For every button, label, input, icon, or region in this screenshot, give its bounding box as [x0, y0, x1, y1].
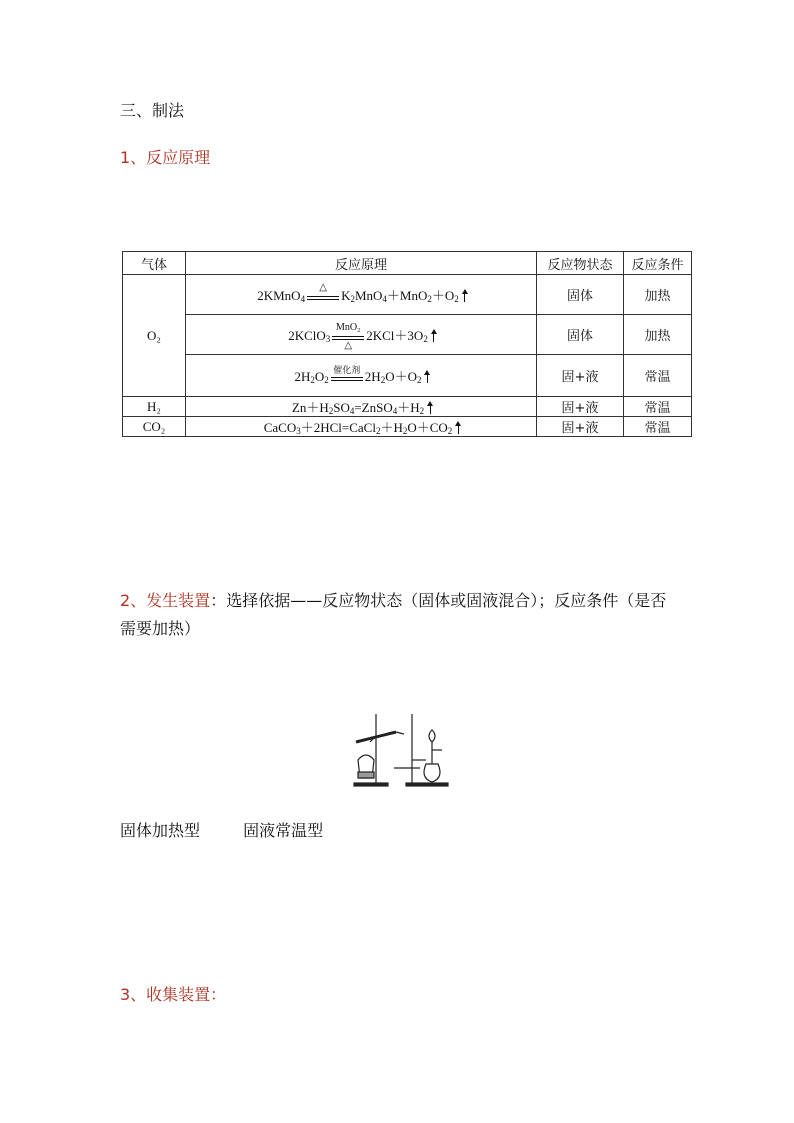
table-row: [123, 315, 692, 355]
state-cell: 固+液: [537, 397, 624, 417]
header-state: 反应物状态: [537, 252, 624, 275]
condition-cell: 加热: [624, 275, 692, 315]
section2-text: ：选择依据——反应物状态（固体或固液混合）；反应条件（是否需要加热）: [120, 591, 667, 638]
equation-kclo3: 2KClO$_3$ MnO₂ △ $2KCl+3O_2$: [186, 315, 537, 355]
header-principle: 反应原理: [186, 252, 537, 275]
catalyst-label: MnO₂: [335, 322, 361, 333]
gas-o2: O₂: [123, 275, 186, 397]
reaction-table: [122, 251, 692, 437]
table-row: [123, 355, 692, 397]
header-gas: 气体: [123, 252, 186, 275]
header-condition: 反应条件: [624, 252, 692, 275]
condition-cell: 常温: [624, 417, 692, 437]
gas-h2: H₂: [123, 397, 186, 417]
page-heading: 三、制法: [120, 101, 185, 120]
equation-caco3: $CaCO_3+2HCl=CaCl_2+H_2O+CO_2$: [186, 417, 537, 437]
table-row: [123, 275, 692, 315]
state-cell: 固体: [537, 315, 624, 355]
heat-symbol: △: [319, 282, 327, 293]
condition-cell: 常温: [624, 355, 692, 397]
table-row: [123, 397, 692, 417]
gas-co2: CO₂: [123, 417, 186, 437]
section2-label: 2、发生装置: [120, 591, 211, 610]
condition-cell: 常温: [624, 397, 692, 417]
heat-symbol: △: [344, 340, 353, 351]
catalyst-label: 催化剂: [333, 366, 361, 376]
equation-h2o2: $2H_2O_2$ 催化剂 $2H_2O+O_2$: [186, 355, 537, 397]
section-collection-apparatus: 3、收集装置：: [120, 985, 227, 1004]
section-generation-apparatus: [120, 587, 680, 643]
condition-cell: 加热: [624, 315, 692, 355]
state-cell: 固+液: [537, 417, 624, 437]
label-solid-liquid: 固液常温型: [243, 821, 324, 840]
table-row: [123, 417, 692, 437]
section-reaction-principle: 1、反应原理: [120, 148, 211, 167]
apparatus-figure: [350, 710, 460, 790]
equation-zn: $Zn+H_2SO_4=ZnSO_4+H_2$: [186, 397, 537, 417]
equation-kmno4: 2KMnO$_4$ △ $K_2MnO_4+MnO_2+O_2$: [186, 275, 537, 315]
state-cell: 固+液: [537, 355, 624, 397]
apparatus-labels: [120, 818, 361, 841]
label-solid-heating: 固体加热型: [120, 821, 201, 840]
table-header-row: [123, 252, 692, 275]
state-cell: 固体: [537, 275, 624, 315]
